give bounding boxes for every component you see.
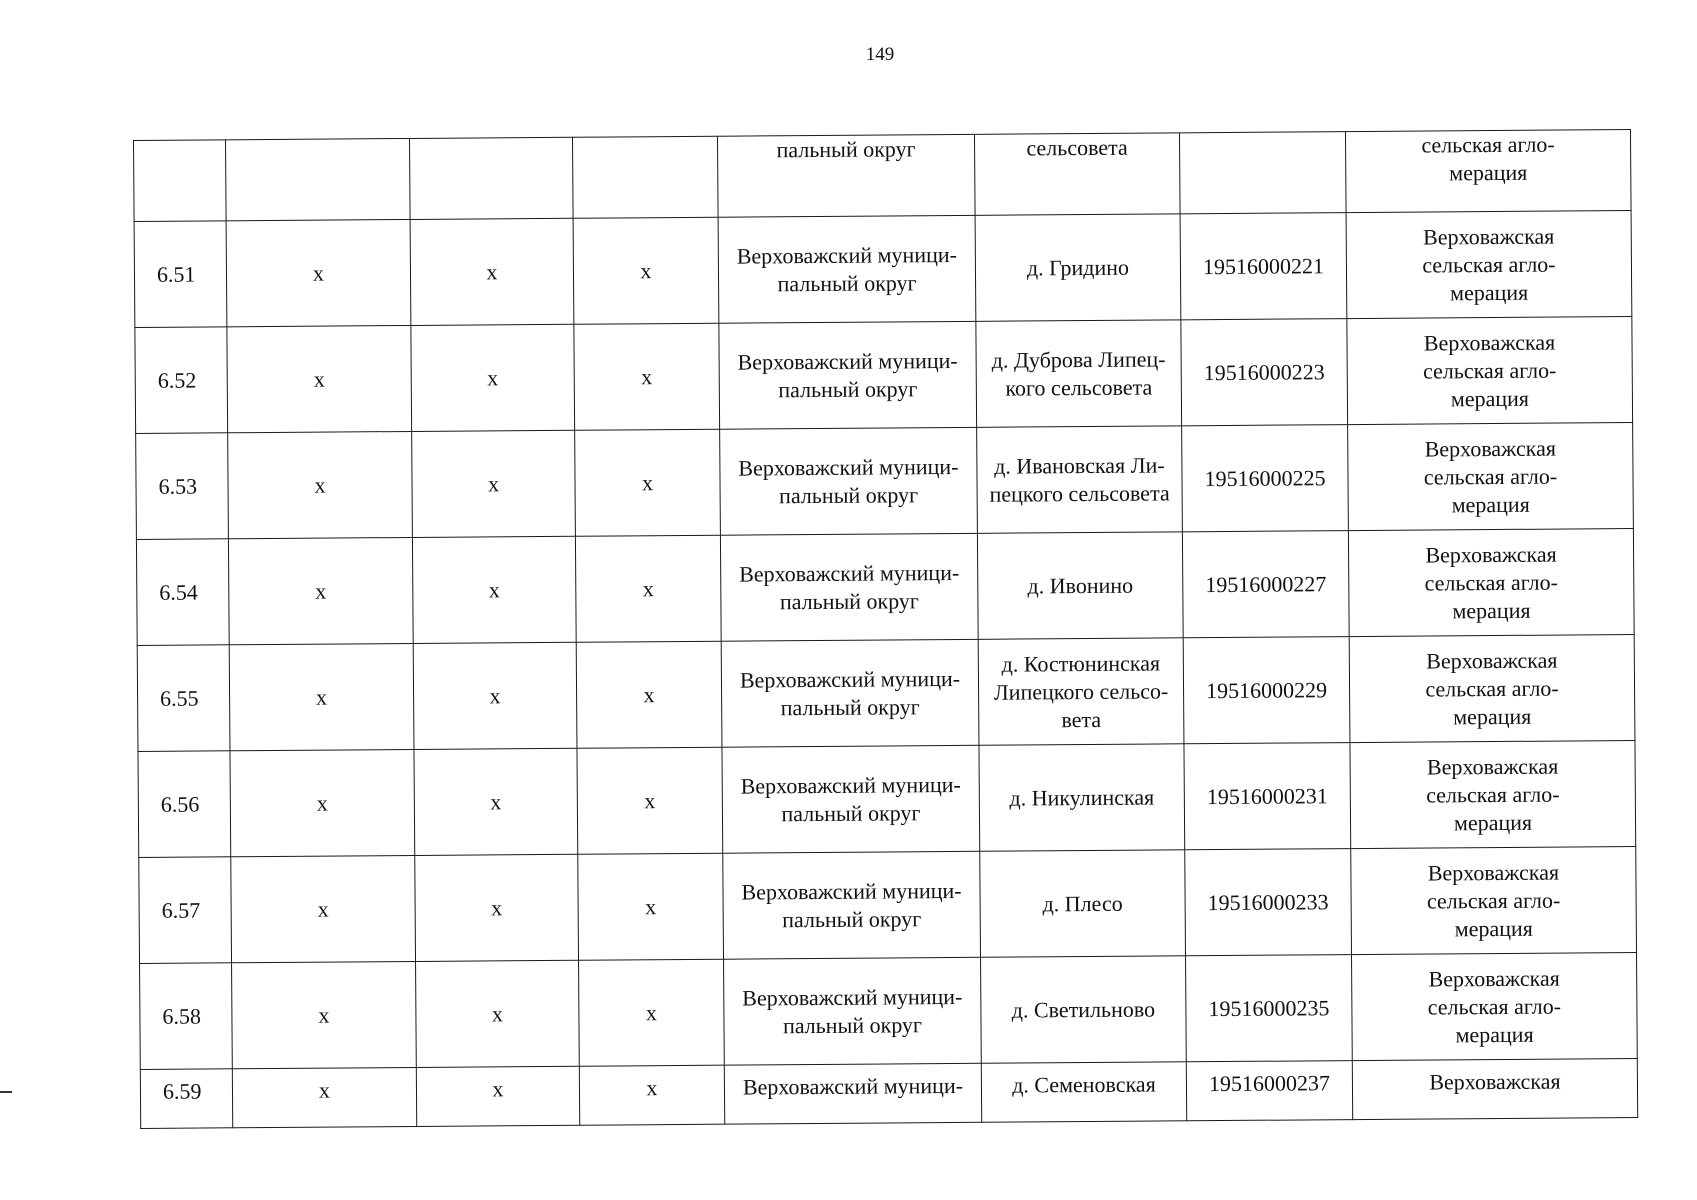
row-number-cell: 6.57 (139, 857, 232, 964)
district-cell: Верховажский муници- пальный округ (718, 215, 976, 323)
settlement-cell: д. Костюнинская Липецкого сельсо- вета (978, 638, 1184, 745)
district-cell: Верховажский муници- пальный округ (724, 957, 982, 1065)
header-cell-col2 (226, 138, 411, 220)
row-number-cell: 6.52 (135, 327, 228, 434)
mark-cell-col3: x (415, 854, 579, 961)
mark-cell-col3: x (412, 430, 576, 537)
agglomeration-cell: Верховажская сельская агло- мерация (1350, 741, 1636, 849)
table-row (135, 317, 1633, 434)
row-number-cell: 6.58 (140, 963, 233, 1070)
oktmo-code-cell: 19516000227 (1182, 531, 1349, 638)
mark-cell-col4: x (576, 641, 722, 748)
district-cell: Верховажский муници- (724, 1063, 981, 1124)
district-cell: Верховажский муници- пальный округ (723, 851, 981, 959)
data-table (133, 129, 1638, 1129)
row-number-cell: 6.54 (136, 539, 229, 646)
agglomeration-cell: Верховажская сельская агло- мерация (1346, 211, 1632, 319)
mark-cell-col2: x (227, 325, 412, 432)
oktmo-code-cell: 19516000225 (1182, 425, 1349, 532)
agglomeration-cell: Верховажская сельская агло- мерация (1348, 423, 1634, 531)
header-cell-district: пальный округ (717, 134, 975, 217)
agglomeration-cell: Верховажская сельская агло- мерация (1352, 953, 1638, 1061)
scan-edge-mark (0, 1091, 12, 1093)
table-row (134, 211, 1632, 328)
oktmo-code-cell: 19516000229 (1183, 637, 1350, 744)
header-cell-num (134, 140, 227, 222)
mark-cell-col4: x (579, 1065, 724, 1125)
header-cell-settlement: сельсовета (974, 133, 1180, 216)
mark-cell-col2: x (228, 537, 413, 644)
oktmo-code-cell: 19516000231 (1184, 743, 1351, 850)
table-row-continuation (134, 130, 1632, 222)
district-cell: Верховажский муници- пальный округ (720, 533, 978, 641)
row-number-cell: 6.53 (136, 433, 229, 540)
mark-cell-col4: x (579, 959, 725, 1066)
settlement-cell: д. Ивонино (977, 532, 1183, 639)
table-row (138, 741, 1636, 858)
agglomeration-cell: Верховажская сельская агло- мерация (1347, 317, 1633, 425)
row-number-cell: 6.55 (137, 645, 230, 752)
mark-cell-col2: x (230, 749, 415, 856)
page-number: 149 (865, 44, 895, 65)
oktmo-code-cell: 19516000233 (1185, 849, 1352, 956)
table-row (136, 423, 1634, 540)
mark-cell-col4: x (573, 217, 719, 324)
mark-cell-col3: x (414, 748, 578, 855)
mark-cell-col3: x (412, 536, 576, 643)
mark-cell-col4: x (575, 429, 721, 536)
oktmo-code-cell: 19516000235 (1186, 955, 1353, 1062)
agglomeration-cell: Верховажская сельская агло- мерация (1351, 847, 1637, 955)
row-number-cell: 6.59 (140, 1069, 232, 1129)
agglomeration-cell: Верховажская сельская агло- мерация (1348, 529, 1634, 637)
mark-cell-col2: x (226, 219, 411, 326)
oktmo-code-cell: 19516000237 (1186, 1061, 1352, 1121)
mark-cell-col4: x (575, 535, 721, 642)
settlement-cell: д. Плесо (980, 850, 1186, 957)
mark-cell-col2: x (231, 855, 416, 962)
oktmo-code-cell: 19516000223 (1181, 319, 1348, 426)
mark-cell-col2: x (228, 431, 413, 538)
header-cell-agglomeration: сельская агло- мерация (1345, 130, 1631, 213)
table-row (140, 1058, 1637, 1128)
mark-cell-col4: x (578, 853, 724, 960)
agglomeration-cell: Верховажская сельская агло- мерация (1349, 635, 1635, 743)
oktmo-code-cell: 19516000221 (1180, 213, 1347, 320)
mark-cell-col4: x (577, 747, 723, 854)
settlement-cell: д. Гридино (975, 214, 1181, 321)
mark-cell-col4: x (574, 323, 720, 430)
row-number-cell: 6.51 (134, 221, 227, 328)
table-body (134, 130, 1638, 1129)
district-cell: Верховажский муници- пальный округ (722, 745, 980, 853)
mark-cell-col2: x (229, 643, 414, 750)
header-cell-col4 (572, 136, 718, 218)
mark-cell-col2: x (232, 961, 417, 1068)
settlement-cell: д. Светильново (981, 956, 1187, 1063)
table-row (140, 953, 1638, 1070)
table-row (139, 847, 1637, 964)
header-cell-code (1179, 132, 1346, 214)
district-cell: Верховажский муници- пальный округ (720, 427, 978, 535)
mark-cell-col3: x (416, 960, 580, 1067)
mark-cell-col3: x (410, 218, 574, 325)
table-row (136, 529, 1634, 646)
header-cell-col3 (409, 137, 573, 219)
agglomeration-cell: Верховажская (1352, 1058, 1637, 1119)
settlement-cell: д. Семеновская (981, 1062, 1186, 1123)
row-number-cell: 6.56 (138, 751, 231, 858)
mark-cell-col3: x (411, 324, 575, 431)
settlement-cell: д. Дуброва Липец- кого сельсовета (976, 320, 1182, 427)
district-cell: Верховажский муници- пальный округ (719, 321, 977, 429)
mark-cell-col3: x (416, 1066, 579, 1126)
district-cell: Верховажский муници- пальный округ (721, 639, 979, 747)
mark-cell-col3: x (413, 642, 577, 749)
settlement-cell: д. Ивановская Ли- пецкого сельсовета (977, 426, 1183, 533)
table-row (137, 635, 1635, 752)
mark-cell-col2: x (232, 1067, 416, 1127)
table-container (133, 129, 1638, 1129)
settlement-cell: д. Никулинская (979, 744, 1185, 851)
